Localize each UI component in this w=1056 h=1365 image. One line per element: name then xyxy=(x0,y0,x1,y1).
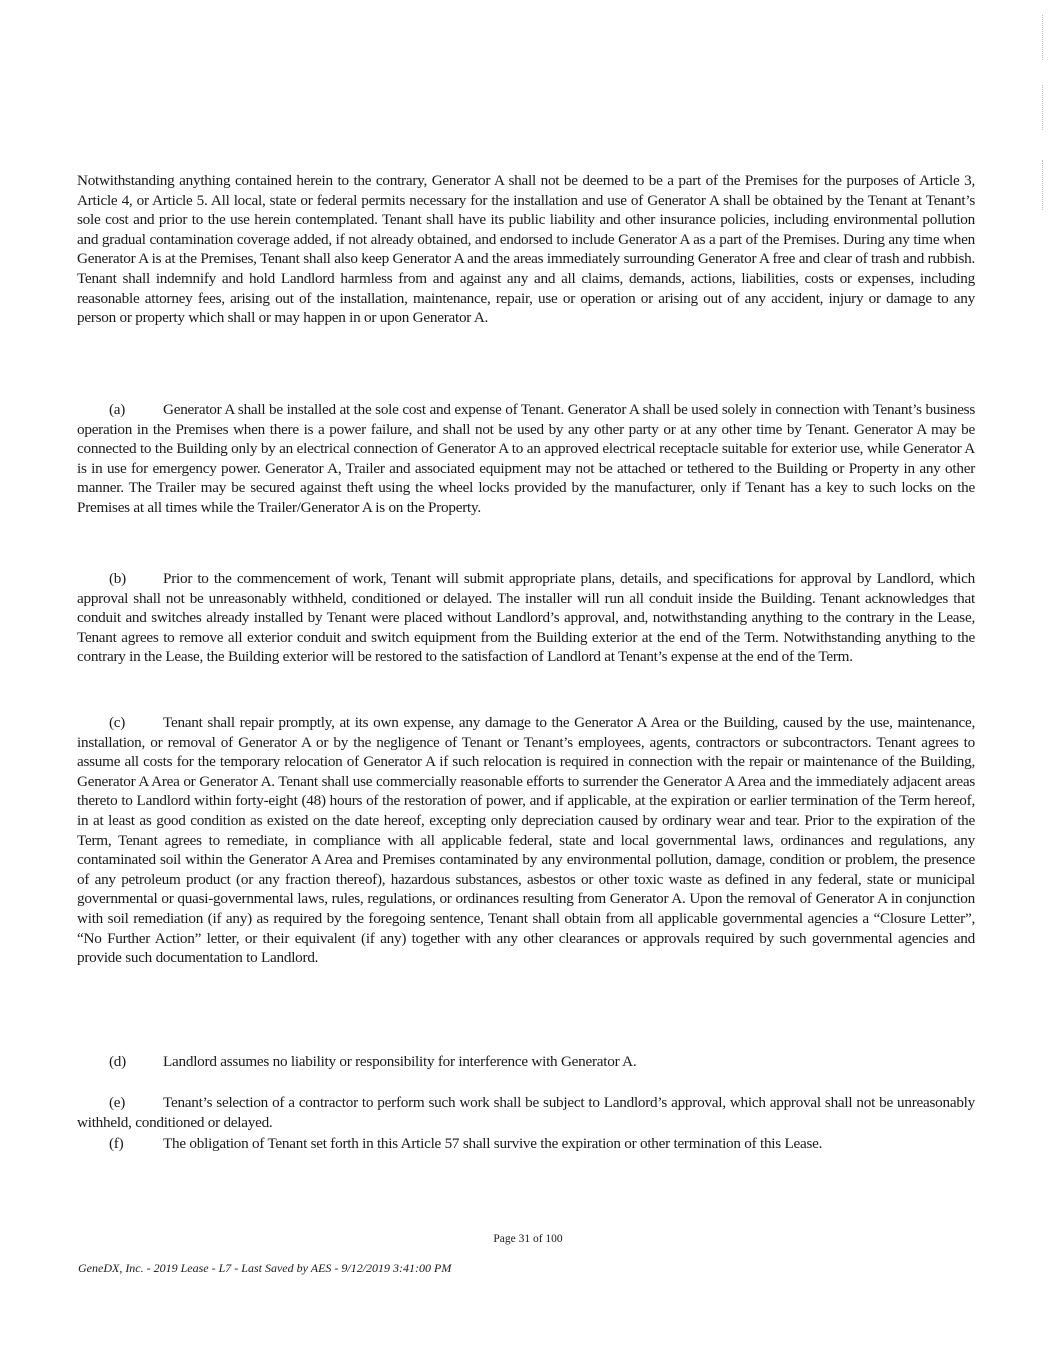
scan-edge-mark xyxy=(1042,160,1044,210)
clause-b xyxy=(77,569,975,667)
page-number: Page 31 of 100 xyxy=(493,1233,563,1245)
clause-text: Generator A shall be installed at the sole cost and expense of Tenant. Generator A shall be used solely in connection with Tenant’s business operation in the Premises when there is a power failure, and shall not be used by any other party or at any other time by Tenant. Generator A may be connected to the Building only by an electrical connection of Generator A to an approved electrical receptacle suitable for exterior use, while Generator A is in use for emergency power. Generator A, Trailer and associated equipment may not be attached or tethered to the Building or Property in any other manner. The Trailer may be secured against theft using the wheel locks provided by the manufacturer, only if Tenant has a key to such locks on the Premises at all times while the Trailer/Generator A is on the Property. xyxy=(77,401,975,516)
clause-text: Tenant shall repair promptly, at its own expense, any damage to the Generator A Area or the Building, caused by the use, maintenance, installation, or removal of Generator A or by the negligence of Tenant or Tenant’s employees, agents, contractors or subcontractors. Tenant agrees to assume all costs for the temporary relocation of Generator A if such relocation is required in connection with the repair or maintenance of the Building, Generator A Area or Generator A. Tenant shall use commercially reasonable efforts to surrender the Generator A Area and the immediately adjacent areas thereto to Landlord within forty-eight (48) hours of the restoration of power, and if applicable, at the expiration or earlier termination of the Term hereof, in at least as good condition as existed on the date hereof, excepting only depreciation caused by ordinary wear and tear. Prior to the expiration of the Term, Tenant agrees to remediate, in compliance with all applicable federal, state and local governmental laws, ordinances and regulations, any contaminated soil within the Generator A Area and Premises contaminated by any environmental pollution, damage, condition or problem, the presence of any petroleum product (or any fraction thereof), hazardous substances, asbestos or other toxic waste as defined in any federal, state or municipal governmental or quasi-governmental laws, rules, regulations, or ordinances resulting from Generator A. Upon the removal of Generator A in conjunction with soil remediation (if any) as required by the foregoing sentence, Tenant shall obtain from all applicable governmental agencies a “Closure Letter”, “No Further Action” letter, or their equivalent (if any) together with any other clearances or approvals required by such governmental agencies and provide such documentation to Landlord. xyxy=(77,714,975,967)
clause-text: Prior to the commencement of work, Tenant will submit appropriate plans, details, and specifications for approval by Landlord, which approval shall not be unreasonably withheld, conditioned or delayed. The installer will run all conduit inside the Building. Tenant acknowledges that conduit and switches already installed by Tenant were placed without Landlord’s approval, and, notwithstanding anything to the contrary in the Lease, Tenant agrees to remove all exterior conduit and switch equipment from the Building exterior at the end of the Term. Notwithstanding anything to the contrary in the Lease, the Building exterior will be restored to the satisfaction of Landlord at Tenant’s expense at the end of the Term. xyxy=(77,570,975,666)
clause-c xyxy=(77,713,975,968)
clause-label: (b) xyxy=(109,570,126,587)
clause-text: Landlord assumes no liability or responsibility for interference with Generator A. xyxy=(163,1053,637,1070)
intro-paragraph: Notwithstanding anything contained herein to the contrary, Generator A shall not be deemed to be a part of the Premises for the purposes of Article 3, Article 4, or Article 5. All local, state or federal permits necessary for the installation and use of Generator A shall be obtained by the Tenant at Tenant’s sole cost and prior to the use herein contemplated. Tenant shall have its public liability and other insurance policies, including environmental pollution and gradual contamination coverage added, if not already obtained, and endorsed to include Generator A as a part of the Premises. During any time when Generator A is at the Premises, Tenant shall also keep Generator A and the areas immediately surrounding Generator A free and clear of trash and rubbish. Tenant shall indemnify and hold Landlord harmless from and against any and all claims, demands, actions, liabilities, costs or expenses, including reasonable attorney fees, arising out of the installation, maintenance, repair, use or operation or arising out of any accident, injury or damage to any person or property which shall or may happen in or upon Generator A. xyxy=(77,172,975,327)
scan-edge-mark xyxy=(1042,15,1044,60)
clause-label: (a) xyxy=(109,401,126,418)
clause-d xyxy=(77,1052,975,1072)
clause-label: (c) xyxy=(109,714,126,731)
clause-text: Tenant’s selection of a contractor to perform such work shall be subject to Landlord’s approval, which approval shall not be unreasonably withheld, conditioned or delayed. xyxy=(77,1094,975,1131)
document-footer: GeneDX, Inc. - 2019 Lease - L7 - Last Saved by AES - 9/12/2019 3:41:00 PM xyxy=(78,1261,452,1275)
clause-e xyxy=(77,1093,975,1132)
scan-edge-mark xyxy=(1042,85,1044,130)
clause-text: The obligation of Tenant set forth in this Article 57 shall survive the expiration or other termination of this Lease. xyxy=(163,1135,823,1152)
clause-label: (d) xyxy=(109,1053,126,1070)
clause-f xyxy=(77,1134,975,1154)
clause-label: (e) xyxy=(109,1094,126,1111)
clause-a xyxy=(77,400,975,518)
clause-label: (f) xyxy=(109,1135,124,1152)
